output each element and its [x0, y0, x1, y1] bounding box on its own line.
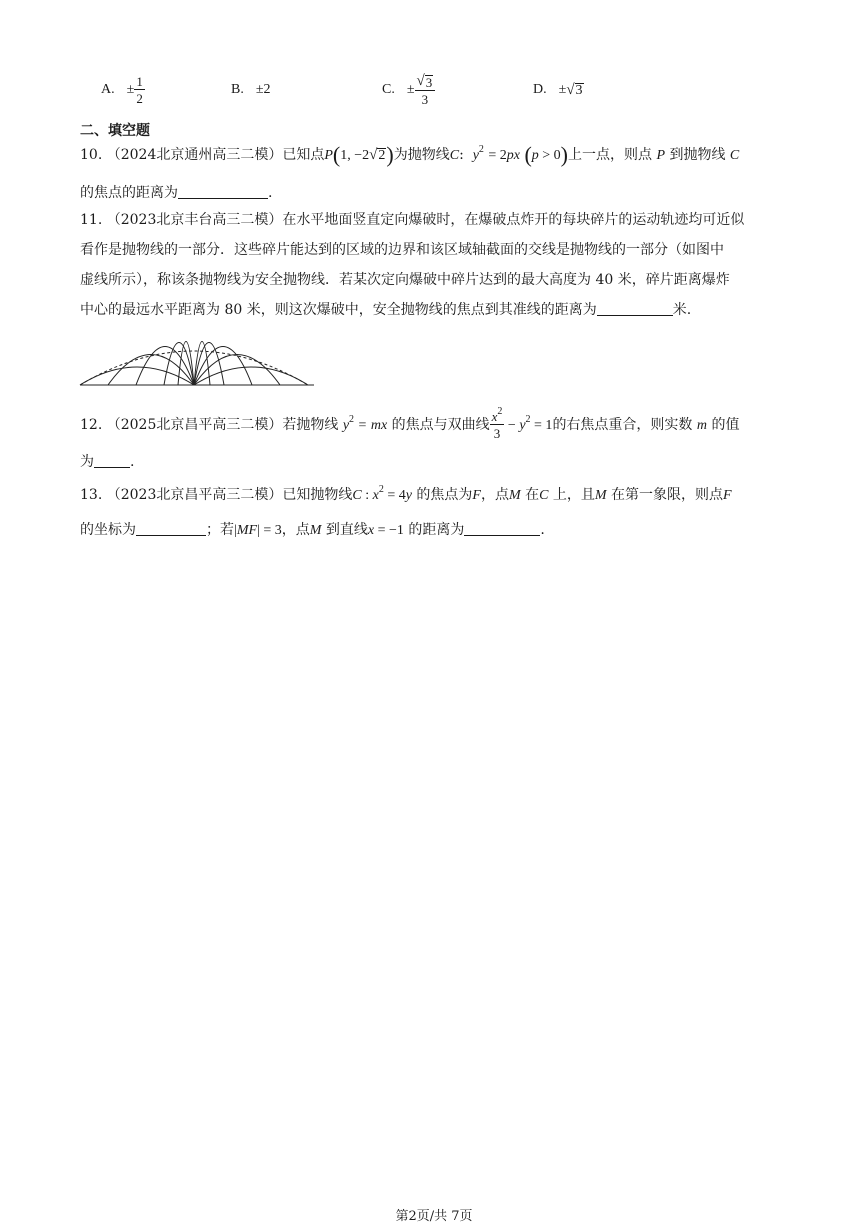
question-source: （2024北京通州高三二模）	[106, 147, 283, 163]
page-footer: 第2页/共 7页	[395, 1209, 473, 1224]
option-label: C.	[382, 82, 395, 97]
option-value: ±2	[255, 82, 271, 97]
option-label: A.	[101, 82, 115, 97]
option-sign: ±	[126, 82, 135, 97]
option-sign: ±	[558, 82, 567, 97]
square-root: √ 3	[566, 81, 583, 98]
question-10-line-1: 10. （2024北京通州高三二模）已知点P(1, −2 √ 2 )为抛物线C: $y^2 = 2px$ (p > 0)上一点，则点 P 到抛物线 C	[80, 142, 740, 167]
question-13-line-1: 13. （2023北京昌平高三二模）已知抛物线C : $x^2 = 4y$ 的焦点为F，点M 在C 上，且M 在第一象限，则点F	[80, 484, 732, 503]
answer-blank[interactable]	[178, 184, 268, 199]
question-11-line-4: 中心的最远水平距离为 80 米，则这次爆破中，安全抛物线的焦点到其准线的距离为 米.	[80, 302, 692, 318]
fraction: $\frac{1}{2}$	[136, 74, 143, 106]
question-11-line-1: 11. （2023北京丰台高三二模）在水平地面竖直定向爆破时，在爆破点炸开的每块碎片的运动轨迹均可近似	[80, 212, 745, 228]
option-c	[382, 73, 435, 107]
question-source: （2023北京昌平高三二模）	[106, 487, 283, 503]
question-number: 13.	[80, 487, 103, 503]
option-label: B.	[231, 82, 244, 97]
question-source: （2023北京丰台高三二模）	[106, 212, 283, 228]
question-13-line-2: 的坐标为 ；若|MF| = 3，点M 到直线x = −1 的距离为 .	[80, 522, 545, 538]
option-a	[101, 74, 145, 106]
fraction: √ 3 3	[415, 74, 436, 106]
option-b	[231, 78, 271, 102]
answer-blank[interactable]	[94, 453, 130, 468]
section-title: 二、填空题	[80, 123, 150, 139]
question-number: 12.	[80, 417, 103, 433]
option-sign: ±	[406, 82, 415, 97]
question-number: 10.	[80, 147, 103, 163]
question-12-line-2: 为 .	[80, 454, 135, 470]
answer-blank[interactable]	[136, 521, 206, 536]
question-number: 11.	[80, 212, 103, 228]
explosion-parabola-figure	[78, 328, 318, 388]
option-label: D.	[533, 82, 547, 97]
answer-blank[interactable]	[464, 521, 540, 536]
question-11-line-2: 看作是抛物线的一部分．这些碎片能达到的区域的边界和该区域轴截面的交线是抛物线的一部分（如图中	[80, 242, 724, 258]
option-d	[533, 78, 584, 102]
question-12-line-1: 12. （2025北京昌平高三二模）若抛物线 $y^2$ = mx 的焦点与双曲线 $\frac{x^2}{3}$ − $y^2 = 1$的右焦点重合，则实数 m 的值	[80, 406, 740, 441]
question-source: （2025北京昌平高三二模）	[106, 417, 283, 433]
answer-blank[interactable]	[597, 301, 673, 316]
question-10-line-2: 的焦点的距离为 .	[80, 185, 273, 201]
question-11-line-3: 虚线所示），称该条抛物线为安全抛物线．若某次定向爆破中碎片达到的最大高度为 40 米，碎片距离爆炸	[80, 272, 730, 288]
